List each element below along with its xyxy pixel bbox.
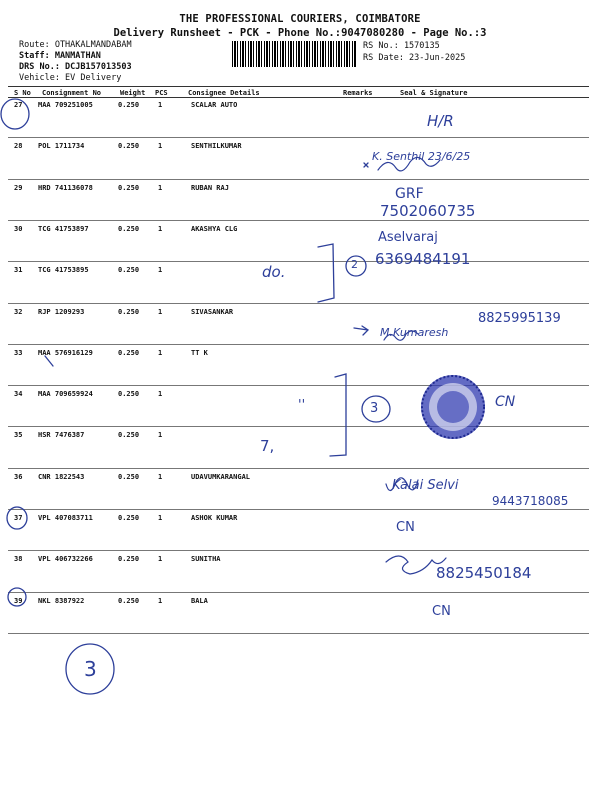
col-consignment: Consignment No: [42, 89, 102, 97]
staff-label: Staff: MANMATHAN: [19, 51, 101, 61]
hw-circle-3: 3: [370, 401, 379, 416]
row-consignee: SIVASANKAR: [191, 307, 234, 316]
row-sno: 38: [14, 555, 23, 564]
row-consignment: HRD 741136078: [38, 183, 93, 192]
row-sno: 29: [14, 183, 23, 192]
row-weight: 0.250: [118, 224, 140, 233]
bracket-33-35: [330, 374, 346, 456]
row-sno: 36: [14, 472, 23, 481]
row-consignee: UDAVUMKARANGAL: [191, 472, 251, 481]
row-consignee: SENTHILKUMAR: [191, 142, 242, 151]
seal-stamp: [421, 375, 485, 439]
hw-sig36-name: Kalai Selvi: [392, 478, 459, 493]
col-weight: Weight: [120, 89, 146, 97]
rs-date: RS Date: 23-Jun-2025: [363, 53, 466, 63]
row-pcs: 1: [158, 555, 163, 564]
bracket-30-31: [318, 244, 334, 302]
row-sno: 33: [14, 348, 23, 357]
company-title: THE PROFESSIONAL COURIERS, COIMBATORE: [179, 13, 421, 25]
hw-sig32-phone: 8825995139: [478, 311, 561, 326]
hw-bottom-circle: 3: [84, 657, 97, 681]
hw-sig28: K. Senthil 23/6/25: [372, 150, 471, 163]
row-weight: 0.250: [118, 307, 140, 316]
arrow-32: [354, 326, 368, 335]
row-consignee: RUBAN RAJ: [191, 183, 229, 192]
row-weight: 0.250: [118, 266, 140, 275]
row-consignment: VPL 406732266: [38, 555, 93, 564]
hw-mark-34: '': [298, 398, 306, 413]
hw-sig38-phone: 8825450184: [436, 564, 532, 582]
vehicle-label: Vehicle: EV Delivery: [19, 73, 122, 83]
row-weight: 0.250: [118, 183, 140, 192]
row-weight: 0.250: [118, 390, 140, 399]
tick-33: [45, 356, 53, 366]
hw-cn-37: CN: [396, 520, 415, 535]
col-sno: S No: [14, 89, 31, 97]
row-consignment: VPL 407083711: [38, 514, 93, 522]
row-weight: 0.250: [118, 555, 140, 564]
hw-mark-35: 7,: [260, 437, 275, 455]
row-pcs: 1: [158, 348, 163, 357]
hw-cn-39: CN: [432, 604, 451, 619]
row-pcs: 1: [158, 472, 163, 481]
row-weight: 0.250: [118, 596, 140, 605]
row-consignment: HSR 7476387: [38, 431, 85, 440]
row-sno: 39: [14, 596, 23, 605]
row-pcs: 1: [158, 514, 163, 522]
hw-sig36-phone: 9443718085: [492, 494, 569, 508]
runsheet-subtitle: Delivery Runsheet - PCK - Phone No.:9047080280 - Page No.:3: [113, 27, 487, 39]
row-weight: 0.250: [118, 142, 140, 151]
hw-circle-2: 2: [351, 258, 358, 271]
row-pcs: 1: [158, 307, 163, 316]
hw-do: do.: [262, 263, 286, 281]
hw-hr: H/R: [427, 112, 454, 130]
hw-sig30-name: Aselvaraj: [378, 230, 438, 245]
row-consignee: BALA: [191, 596, 208, 605]
row-consignment: TCG 41753895: [38, 266, 89, 275]
row-sno: 28: [14, 142, 23, 151]
drs-number: DRS No.: DCJB157013503: [19, 62, 132, 72]
row-pcs: 1: [158, 142, 163, 151]
col-signature: Seal & Signature: [400, 89, 468, 97]
row-consignment: POL 1711734: [38, 142, 85, 151]
circle-27: [1, 99, 29, 129]
row-sno: 27: [14, 101, 23, 109]
col-consignee: Consignee Details: [188, 89, 260, 97]
hw-cn-34: CN: [495, 394, 516, 410]
row-pcs: 1: [158, 266, 163, 275]
row-sno: 30: [14, 224, 23, 233]
row-consignee: SUNITHA: [191, 555, 221, 564]
circle-39: [8, 588, 26, 606]
row-consignment: TCG 41753897: [38, 224, 89, 233]
row-weight: 0.250: [118, 348, 140, 357]
row-weight: 0.250: [118, 101, 140, 109]
circle-37: [7, 507, 27, 529]
row-consignee: SCALAR AUTO: [191, 101, 238, 109]
row-consignment: MAA 709251005: [38, 101, 93, 109]
row-pcs: 1: [158, 224, 163, 233]
hw-sig30-phone: 6369484191: [375, 250, 471, 268]
row-consignment: NKL 8387922: [38, 596, 85, 605]
row-sno: 37: [14, 514, 23, 522]
row-consignment: MAA 709659924: [38, 390, 93, 399]
row-sno: 35: [14, 431, 23, 440]
row-pcs: 1: [158, 596, 163, 605]
row-pcs: 1: [158, 101, 163, 109]
col-pcs: PCS: [155, 89, 168, 97]
hw-sig29-phone: 7502060735: [380, 202, 476, 220]
row-consignee: AKASHYA CLG: [191, 224, 238, 233]
rs-number: RS No.: 1570135: [363, 41, 440, 51]
row-sno: 31: [14, 266, 23, 275]
row-sno: 32: [14, 307, 23, 316]
row-consignment: CNR 1822543: [38, 472, 85, 481]
arrow-28: [364, 163, 368, 167]
hw-sig29-name: GRF: [395, 186, 424, 202]
row-consignee: ASHOK KUMAR: [191, 514, 238, 522]
row-pcs: 1: [158, 390, 163, 399]
row-weight: 0.250: [118, 472, 140, 481]
route-label: Route: OTHAKALMANDABAM: [19, 40, 132, 50]
row-pcs: 1: [158, 431, 163, 440]
row-sno: 34: [14, 390, 23, 399]
col-remarks: Remarks: [343, 89, 373, 97]
row-consignee: TT K: [191, 348, 208, 357]
hw-sig32-name: M.Kumaresh: [380, 326, 449, 339]
row-weight: 0.250: [118, 431, 140, 440]
row-pcs: 1: [158, 183, 163, 192]
row-weight: 0.250: [118, 514, 140, 522]
row-consignment: RJP 1209293: [38, 307, 85, 316]
row-consignment: MAA 576916129: [38, 348, 93, 357]
